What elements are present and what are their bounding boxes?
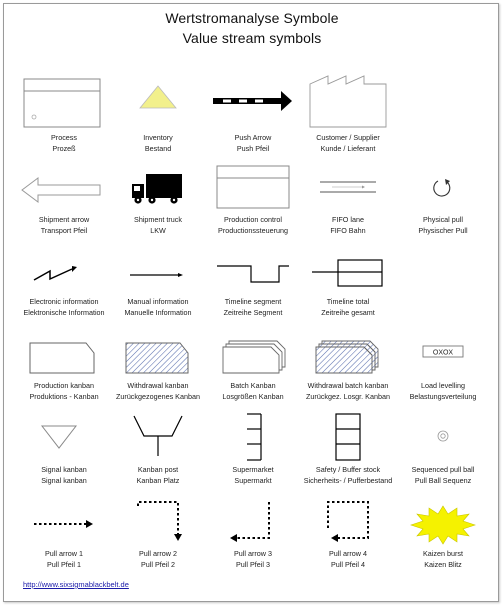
factory-icon (298, 74, 398, 134)
symbol-caption (383, 464, 503, 486)
symbol-shipment-arrow (14, 162, 114, 252)
caption-de: Bestand (144, 144, 172, 153)
pull-arrow-1-icon (14, 494, 114, 554)
source-link[interactable]: http://www.sixsigmablackbelt.de (23, 580, 129, 589)
symbol-kanban-post (108, 412, 208, 502)
signal-kanban-icon (14, 412, 114, 472)
caption-de: Sicherheits- / Pufferbestand (303, 476, 393, 485)
physical-pull-icon (393, 162, 493, 222)
caption-de: Pull Pfeil 2 (141, 560, 175, 569)
symbol-customer-supplier (298, 74, 398, 164)
truck-icon (108, 162, 208, 222)
caption-de: Manuelle Information (124, 308, 192, 317)
safety-buffer-stock-icon (298, 412, 398, 472)
push-arrow-icon (203, 74, 303, 134)
symbol-supermarket (203, 412, 303, 502)
load-levelling-box-text: OXOX (432, 349, 454, 357)
symbol-caption (288, 132, 408, 154)
caption-de: Transport Pfeil (40, 226, 88, 235)
caption-de: Losgrößen Kanban (222, 392, 284, 401)
shipment-arrow-icon (14, 162, 114, 222)
caption-en: Withdrawal batch kanban (307, 381, 389, 390)
caption-en: Pull arrow 2 (139, 549, 177, 558)
symbol-pull-arrow-1 (14, 494, 114, 584)
caption-de: Elektronische Information (23, 308, 105, 317)
symbol-timeline-total (298, 258, 398, 348)
caption-en: Physical pull (423, 215, 463, 224)
caption-de: Zurückgez. Losgr. Kanban (306, 392, 390, 401)
kaizen-burst-icon (393, 494, 493, 554)
symbol-sequenced-pull-ball (393, 412, 493, 502)
symbol-kaizen-burst (393, 494, 493, 584)
caption-en: Batch Kanban (230, 381, 276, 390)
caption-de: Produktions - Kanban (29, 392, 99, 401)
caption-en: Pull arrow 1 (45, 549, 83, 558)
symbol-caption (383, 214, 503, 236)
caption-en: Process (51, 133, 77, 142)
caption-de: Zurückgezogenes Kanban (116, 392, 200, 401)
caption-en: Supermarket (232, 465, 274, 474)
caption-en: Timeline total (326, 297, 370, 306)
caption-de: LKW (150, 226, 166, 235)
caption-de: Supermarkt (234, 476, 272, 485)
symbol-physical-pull (393, 162, 493, 252)
caption-de: Physischer Pull (418, 226, 468, 235)
caption-en: Load levelling (421, 381, 465, 390)
caption-en: Customer / Supplier (316, 133, 380, 142)
caption-de: Kanban Platz (136, 476, 180, 485)
symbol-pull-arrow-3 (203, 494, 303, 584)
caption-de: Zeitreihe gesamt (321, 308, 375, 317)
process-icon (14, 74, 114, 134)
caption-en: Production control (224, 215, 282, 224)
caption-de: Productionssteuerung (218, 226, 288, 235)
symbol-production-control (203, 162, 303, 252)
page-title-english: Value stream symbols (182, 30, 322, 46)
caption-de: Belastungsverteilung (409, 392, 477, 401)
symbol-shipment-truck (108, 162, 208, 252)
symbol-safety-buffer-stock (298, 412, 398, 502)
caption-en: Timeline segment (224, 297, 282, 306)
caption-en: Production kanban (34, 381, 94, 390)
caption-de: Prozeß (52, 144, 76, 153)
symbol-caption (288, 296, 408, 318)
supermarket-icon (203, 412, 303, 472)
pull-arrow-3-icon (203, 494, 303, 554)
inventory-triangle-icon (108, 74, 208, 134)
caption-de: Signal kanban (41, 476, 87, 485)
caption-de: Pull Pfeil 3 (236, 560, 270, 569)
caption-en: Kaizen burst (423, 549, 463, 558)
caption-en: Pull arrow 3 (234, 549, 272, 558)
pull-arrow-2-icon (108, 494, 208, 554)
caption-en: Manual information (127, 297, 189, 306)
symbol-caption (383, 380, 503, 402)
caption-en: Sequenced pull ball (411, 465, 475, 474)
sequenced-pull-ball-icon (393, 412, 493, 472)
caption-de: Kunde / Lieferant (320, 144, 376, 153)
caption-en: Withdrawal kanban (127, 381, 189, 390)
symbol-signal-kanban (14, 412, 114, 502)
fifo-lane-icon (298, 162, 398, 222)
symbol-fifo-lane (298, 162, 398, 252)
symbol-caption (383, 548, 503, 570)
caption-en: Shipment truck (134, 215, 182, 224)
pull-arrow-4-icon (298, 494, 398, 554)
caption-en: Safety / Buffer stock (315, 465, 381, 474)
caption-en: Shipment arrow (38, 215, 90, 224)
caption-en: Signal kanban (41, 465, 87, 474)
caption-en: Push Arrow (234, 133, 272, 142)
caption-en: Kanban post (137, 465, 179, 474)
page-title-german: Wertstromanalyse Symbole (165, 10, 339, 26)
production-control-icon (203, 162, 303, 222)
symbol-pull-arrow-4 (298, 494, 398, 584)
caption-de: Push Pfeil (236, 144, 270, 153)
caption-en: Pull arrow 4 (329, 549, 367, 558)
caption-de: Pull Ball Sequenz (414, 476, 472, 485)
caption-de: Zeitreihe Segment (223, 308, 283, 317)
caption-en: Electronic information (29, 297, 99, 306)
caption-en: FIFO lane (332, 215, 364, 224)
caption-de: Pull Pfeil 4 (331, 560, 365, 569)
caption-de: Pull Pfeil 1 (47, 560, 81, 569)
symbol-pull-arrow-2 (108, 494, 208, 584)
caption-de: Kaizen Blitz (424, 560, 462, 569)
kanban-post-icon (108, 412, 208, 472)
caption-en: Inventory (143, 133, 173, 142)
caption-de: FIFO Bahn (330, 226, 366, 235)
